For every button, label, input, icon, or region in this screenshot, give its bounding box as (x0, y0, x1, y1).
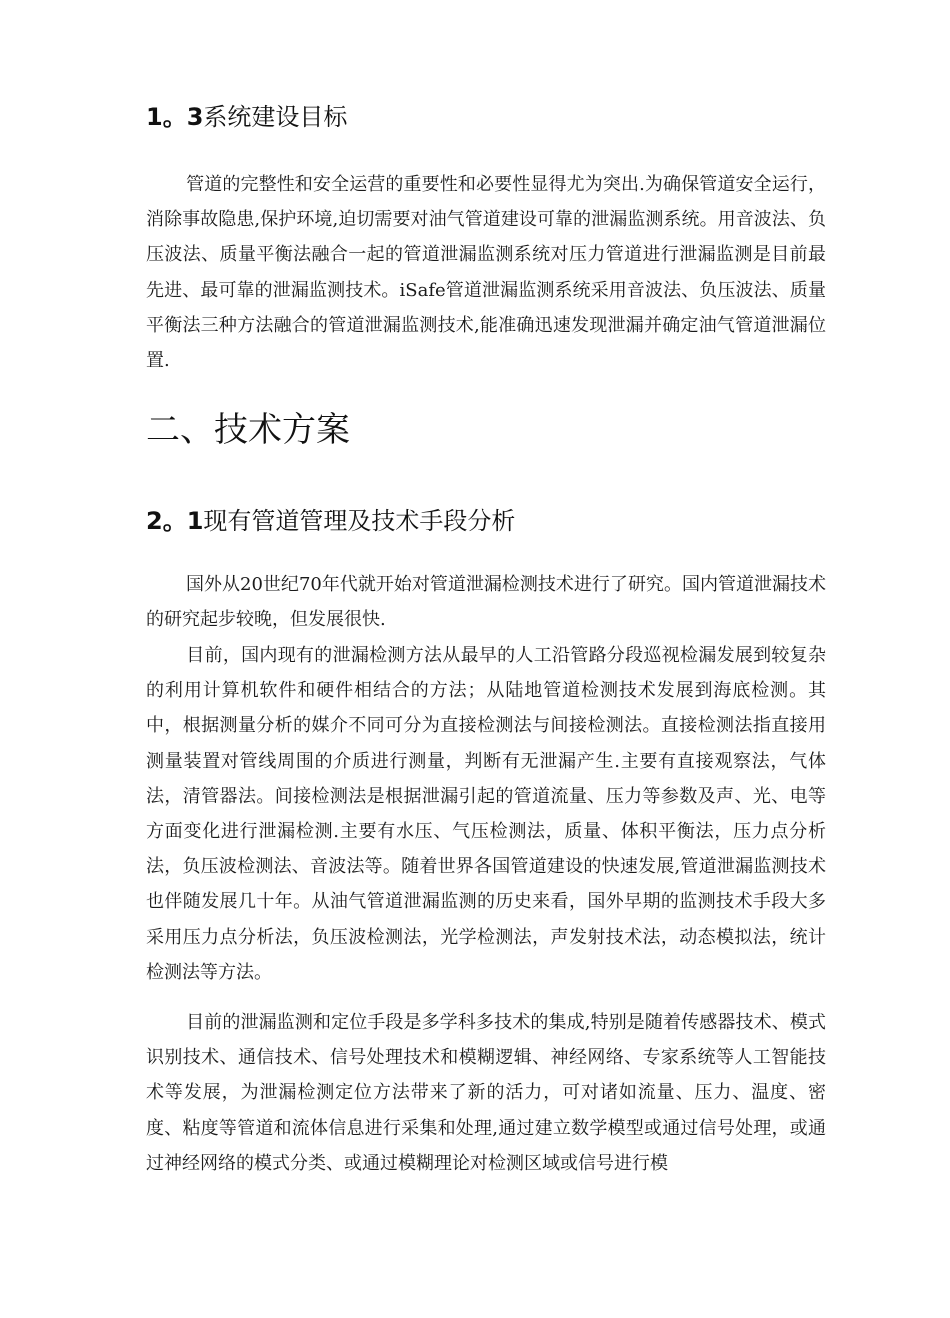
section-title: 系统建设目标 (203, 103, 348, 131)
paragraph-text: 管道的完整性和安全运营的重要性和必要性显得尤为突出.为确保管道安全运行，消除事故隐患,保护环境,迫切需要对油气管道建设可靠的泄漏监测系统。用音波法、负压波法、质量平衡法融合一起的管道泄漏监测系统对压力管道进行泄漏监测是目前最先进、最可靠的泄漏监测技术。iSafe管道泄漏监测系统采用音波法、负压波法、质量平衡法三种方法融合的管道泄漏监测技术,能准确迅速发现泄漏并确定油气管道泄漏位置. (146, 174, 826, 372)
paragraph-text: 目前的泄漏监测和定位手段是多学科多技术的集成,特别是随着传感器技术、模式识别技术、通信技术、信号处理技术和模糊逻辑、神经网络、专家系统等人工智能技术等发展，为泄漏检测定位方法带来了新的活力，可对诸如流量、压力、温度、密度、粘度等管道和流体信息进行采集和处理,通过建立数学模型或通过信号处理，或通过神经网络的模式分类、或通过模糊理论对检测区域或信号进行模 (146, 1012, 826, 1174)
paragraph (146, 638, 826, 990)
section-heading-1-3 (146, 101, 347, 133)
paragraph (146, 167, 826, 378)
section-number: 1。3 (146, 103, 204, 131)
paragraph-text: 国外从20世纪70年代就开始对管道泄漏检测技术进行了研究。国内管道泄漏技术的研究起步较晚，但发展很快. (146, 574, 826, 631)
paragraph (146, 1005, 826, 1181)
section-heading-2-1 (146, 505, 515, 537)
paragraph (146, 567, 826, 637)
section-title: 现有管道管理及技术手段分析 (203, 507, 516, 535)
paragraph-text: 目前，国内现有的泄漏检测方法从最早的人工沿管路分段巡视检漏发展到较复杂的利用计算机软件和硬件相结合的方法；从陆地管道检测技术发展到海底检测。其中，根据测量分析的媒介不同可分为直接检测法与间接检测法。直接检测法指直接用测量装置对管线周围的介质进行测量，判断有无泄漏产生.主要有直接观察法，气体法，清管器法。间接检测法是根据泄漏引起的管道流量、压力等参数及声、光、电等方面变化进行泄漏检测.主要有水压、气压检测法，质量、体积平衡法，压力点分析法，负压波检测法、音波法等。随着世界各国管道建设的快速发展,管道泄漏监测技术也伴随发展几十年。从油气管道泄漏监测的历史来看，国外早期的监测技术手段大多采用压力点分析法，负压波检测法，光学检测法，声发射技术法，动态模拟法，统计检测法等方法。 (146, 645, 826, 983)
chapter-heading: 二、技术方案 (146, 410, 350, 450)
section-number: 2。1 (146, 507, 204, 535)
